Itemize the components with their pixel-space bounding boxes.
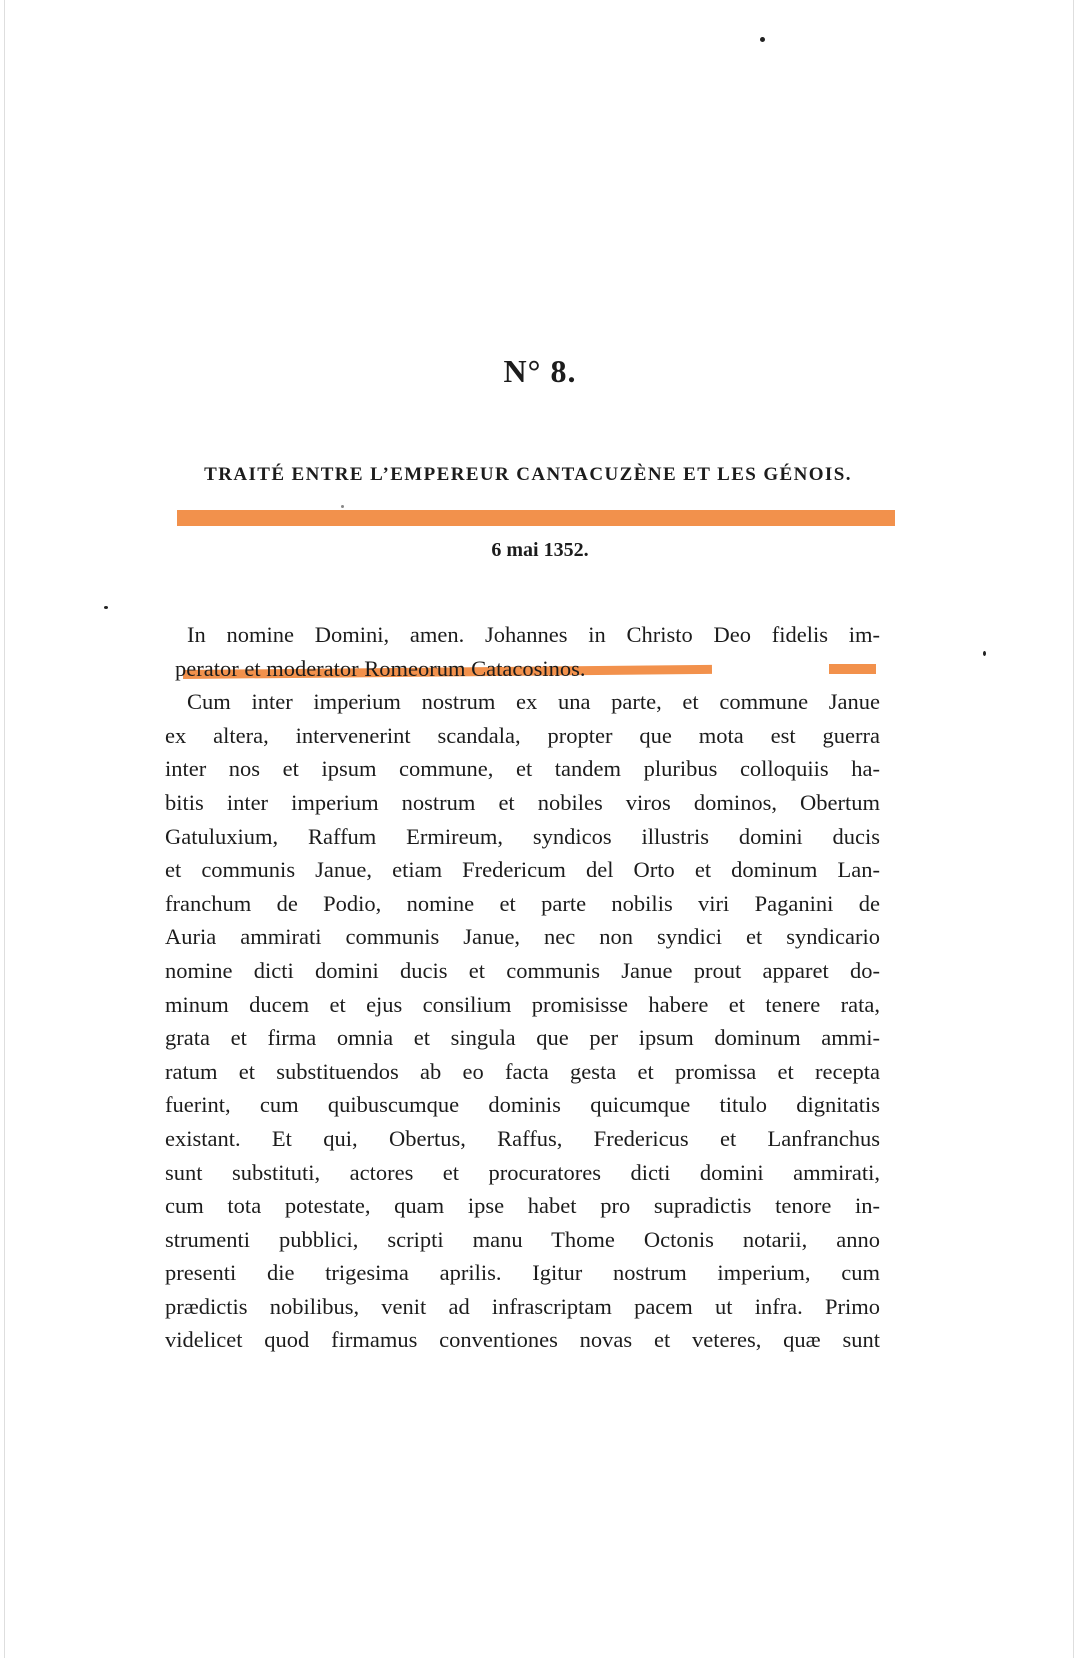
- document-date: 6 mai 1352.: [491, 539, 589, 561]
- body-line: existant. Et qui, Obertus, Raffus, Fredericus et Lanfranchus: [165, 1125, 880, 1151]
- body-line: grata et firma omnia et singula que per ipsum dominum ammi-: [165, 1025, 880, 1051]
- body-line: prædictis nobilibus, venit ad infrascriptam pacem ut infra. Primo: [165, 1293, 880, 1319]
- body-line: minum ducem et ejus consilium promisisse habere et tenere rata,: [165, 991, 880, 1017]
- body-line: et communis Janue, etiam Fredericum del Orto et dominum Lan-: [165, 857, 880, 883]
- body-line: sunt substituti, actores et procuratores dicti domini ammirati,: [165, 1159, 880, 1185]
- document-heading: TRAITÉ ENTRE L’EMPEREUR CANTACUZÈNE ET LES GÉNOIS.: [204, 464, 852, 485]
- body-line: cum tota potestate, quam ipse habet pro supradictis tenore in-: [165, 1193, 880, 1219]
- body-line: perator et moderator Romeorum Catacosinos.: [175, 655, 586, 681]
- body-line: bitis inter imperium nostrum et nobiles viros dominos, Obertum: [165, 789, 880, 815]
- body-line: Auria ammirati communis Janue, nec non syndici et syndicario: [165, 924, 880, 950]
- heading-highlight-mark: [177, 510, 895, 526]
- body-line: ratum et substituendos ab eo facta gesta et promissa et recepta: [165, 1058, 880, 1084]
- ink-speck: [760, 37, 765, 42]
- body-line: Gatuluxium, Raffum Ermireum, syndicos illustris domini ducis: [165, 823, 880, 849]
- body-line: fuerint, cum quibuscumque dominis quicumque titulo dignitatis: [165, 1092, 880, 1118]
- body-line: Cum inter imperium nostrum ex una parte, et commune Janue: [187, 689, 880, 715]
- body-line: nomine dicti domini ducis et communis Janue prout apparet do-: [165, 957, 880, 983]
- body-line: strumenti pubblici, scripti manu Thome Octonis notarii, anno: [165, 1226, 880, 1252]
- ink-speck: [341, 505, 344, 508]
- ink-speck: [983, 651, 986, 656]
- body-line: In nomine Domini, amen. Johannes in Christo Deo fidelis im-: [187, 622, 880, 647]
- body-line: presenti die trigesima aprilis. Igitur nostrum imperium, cum: [165, 1260, 880, 1286]
- ink-speck: [104, 606, 108, 609]
- body-line: videlicet quod firmamus conventiones novas et veteres, quæ sunt: [165, 1327, 880, 1353]
- body-line: franchum de Podio, nomine et parte nobilis viri Paganini de: [165, 890, 880, 916]
- body-line: inter nos et ipsum commune, et tandem pluribus colloquiis ha-: [165, 756, 880, 782]
- body-line: ex altera, intervenerint scandala, propter que mota est guerra: [165, 722, 880, 748]
- document-number: N° 8.: [503, 353, 577, 389]
- document-body: [165, 618, 880, 1357]
